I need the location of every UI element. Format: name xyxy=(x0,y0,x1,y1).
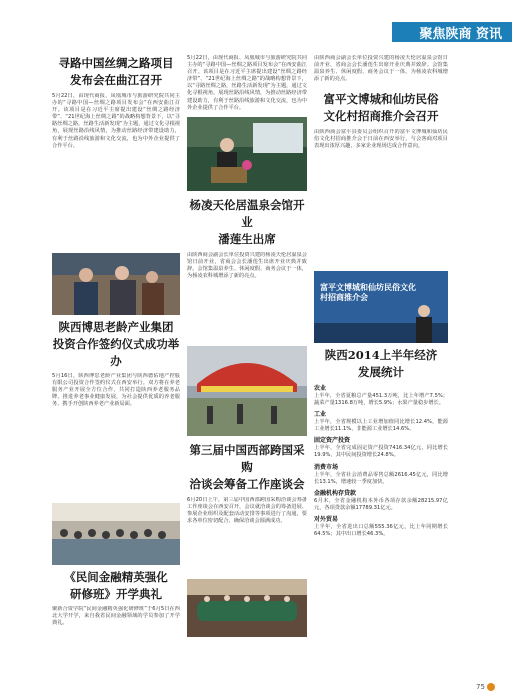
stat-head-consumption: 消费市场 xyxy=(314,463,339,471)
article-3-body: 聚新合资学院“民间金融精英强化研修班”于6月5日在西北大学开学，来自我省民间金融领域的学员参加了开学典礼。 xyxy=(52,606,180,627)
stat-head-agriculture: 农业 xyxy=(314,385,327,392)
section-header xyxy=(392,22,512,42)
article-2-title xyxy=(52,319,180,370)
article-3-title-line1: 《民间金融精英强化 xyxy=(64,570,168,584)
page-number xyxy=(476,683,495,691)
section-header-title: 聚焦陕商 资讯 xyxy=(419,27,502,42)
article-3-title xyxy=(52,569,180,603)
article-5-continuation: 由陕西商会副会长单位投资兴建的杨凌天伦居温泉会馆日前开业，省商会会长潘莲生出席开业庆典并致辞。会馆集温泉养生、休闲度假、商务会议于一体，为杨凌农科城增添了新的亮点。 xyxy=(314,55,448,83)
article-7-title-line1: 陕西2014上半年经济 xyxy=(324,348,438,362)
article-2-body: 5月16日，陕西博思老龄产业集团与陕西德佑地产控股有限公司投资合作签约仪式在西安举行。双方将在养老服务产业开展全方位合作，共同打造陕西养老服务品牌，推进养老事业健康发展，为社会提供优质的养老服务，携手开创陕西养老产业新局面。 xyxy=(52,373,180,408)
article-6-title-line1: 富平文博城和仙坊民俗 xyxy=(323,92,439,106)
article-6-title-line2: 文化村招商推介会召开 xyxy=(323,109,439,123)
article-2-photo xyxy=(52,253,180,315)
article-1-title xyxy=(52,55,180,89)
article-5-title-line2: 洽谈会筹备工作座谈会 xyxy=(189,477,305,491)
page-number-text: 75 xyxy=(476,683,485,691)
stat-head-industry: 工业 xyxy=(314,411,327,419)
article-7-stats xyxy=(314,383,448,538)
article-2-title-line2: 投资合作签约仪式成功举办 xyxy=(52,337,180,368)
stat-text-agriculture: 上半年，全省夏粮总产量451.3万吨，比上年增产7.5%；蔬菜产量1316.8万吨，增长5.9%；水果产量稳步增长。 xyxy=(314,393,448,407)
article-1-title-line1: 寻路中国丝绸之路项目 xyxy=(58,56,174,70)
article-4-body: 由陕西商会副会长单位投资兴建的杨凌天伦居温泉会馆日前开业，省商会会长潘莲生出席开业庆典并致辞。会馆集温泉养生、休闲度假、商务会议于一体，为杨凌农科城增添了新的亮点。 xyxy=(187,252,307,280)
page-number-dot-icon xyxy=(487,683,495,691)
article-5-body: 6月20日上午，第三届中国西部跨国采购洽谈会筹备工作座谈会在西安召开，会议就洽谈会的筹备进展、参展企业组织及配套活动安排等事项进行了沟通，要求各单位密切配合，确保洽谈会圆满成功。 xyxy=(187,497,307,525)
article-6-title xyxy=(314,91,448,125)
stat-text-industry: 上半年，全省规模以上工业增加值同比增长12.4%，能源工业增长11.1%，非能源工业增长14.6%。 xyxy=(314,419,448,433)
column-middle xyxy=(187,55,307,637)
column-right xyxy=(314,55,448,538)
article-5-title-line1: 第三届中国西部跨国采购 xyxy=(189,443,305,474)
article-4-title xyxy=(187,197,307,248)
article-5-photo xyxy=(187,346,307,436)
article-5-title xyxy=(187,442,307,493)
article-3-photo xyxy=(52,503,180,565)
stat-head-investment: 固定资产投资 xyxy=(314,437,351,445)
article-2-title-line1: 陕西博思老龄产业集团 xyxy=(58,320,174,334)
article-4-title-line2: 潘莲生出席 xyxy=(218,232,276,246)
article-7-title xyxy=(314,347,448,381)
article-6-banner-text: 富平文博城和仙坊民俗文化村招商推介会 xyxy=(320,283,416,302)
stat-head-finance: 金融机构存贷款 xyxy=(314,489,357,497)
stat-text-investment: 上半年，全省完成固定资产投资7416.34亿元，同比增长19.9%，其中民间投资增长24.8%。 xyxy=(314,445,448,459)
article-1-body: 5月22日，由现代商报、凤凰城市与旅游研究院共同主办的“寻路中国—丝绸之路项目发布会”在西安曲江召开。该项目是在习近平主席提出建设“丝绸之路经济带”、“21世纪海上丝绸之路”的战略构想背景下，以“寻路丝绸之路，丝路生活新发现”为主题，通过文化寻根视角，展现丝路沿线风情，为推动丝路经济带建设助力，有利于丝路沿线旅游和文化交流，也为中外企业提供了合作平台。 xyxy=(52,93,180,149)
article-3-title-line2: 研修班》开学典礼 xyxy=(70,587,162,601)
stat-head-trade: 对外贸易 xyxy=(314,515,339,523)
column-left xyxy=(52,55,180,642)
stat-text-consumption: 上半年，全省社会消费品零售总额2616.45亿元，同比增长13.1%，增速较一季度加快。 xyxy=(314,471,448,485)
article-4-photo xyxy=(187,117,307,191)
article-4-title-line1: 杨凌天伦居温泉会馆开业 xyxy=(189,198,305,229)
stat-text-finance: 6月末，全省金融机构本外币各项存款余额28215.97亿元，各项贷款余额17789.31亿元。 xyxy=(314,497,448,511)
article-continuation: 5月22日，由现代商报、凤凰城市与旅游研究院共同主办的“寻路中国—丝绸之路项目发布会”在西安曲江召开。该项目是在习近平主席提出建设“丝绸之路经济带”、“21世纪海上丝绸之路”的战略构想背景下，以“寻路丝绸之路，丝路生活新发现”为主题，通过文化寻根视角，展现丝路沿线风情，为推动丝路经济带建设助力，有利于丝路沿线旅游和文化交流，也为中外企业提供了合作平台。 xyxy=(187,55,307,111)
article-6-body: 由陕西商会富平县委员会组织召开的富平文博城和仙坊民俗文化村招商推介会于日前在西安举行，与会客商对项目表现出浓厚兴趣，多家企业现场达成合作意向。 xyxy=(314,129,448,150)
stat-text-trade: 上半年，全省进出口总额555.36亿元，比上年同期增长64.5%；其中出口增长46.3%。 xyxy=(314,523,448,538)
article-7-title-line2: 发展统计 xyxy=(358,365,404,379)
article-6-photo xyxy=(314,271,448,343)
article-1-title-line2: 发布会在曲江召开 xyxy=(70,73,162,87)
article-5-photo-2 xyxy=(187,579,307,637)
